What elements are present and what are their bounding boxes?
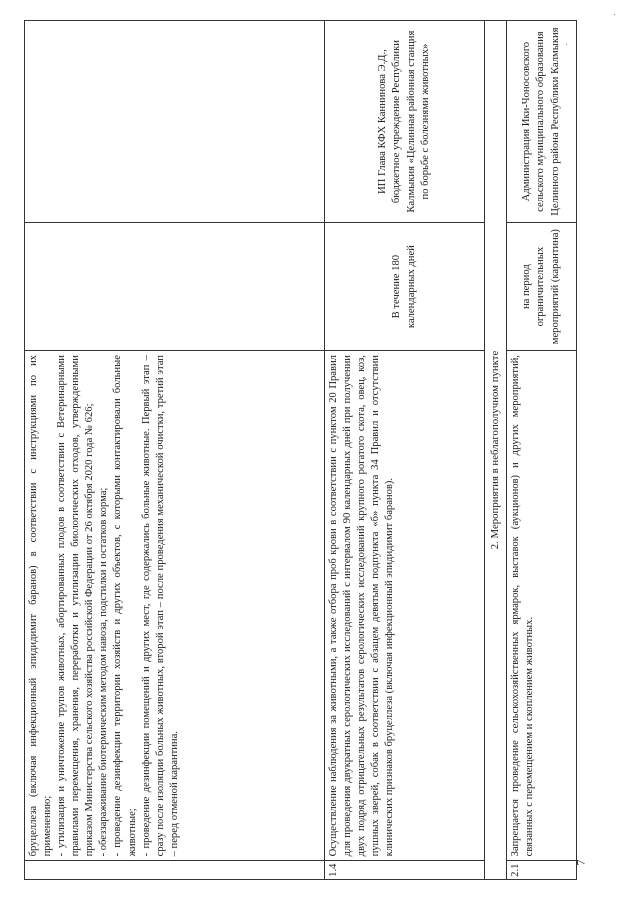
responsible-cell: Администрация Ики-Чоносовского сельского муниципального образования Целинного района Республики Калмыкия bbox=[507, 21, 577, 223]
scan-dot bbox=[614, 14, 615, 15]
page-number: 7 bbox=[573, 859, 588, 866]
row-number: 1.4 bbox=[325, 861, 485, 880]
section-header-row bbox=[485, 21, 507, 880]
measure-text: Осуществление наблюдения за животными, а также отбора проб крови в соответствии с пунктом 20 Правил для проведения двукратных серологических исследований с интервалом 90 календарных дней при получении двух подряд отрицательных результатов серологических исследований крупного рогатого скота, овец, коз, пушных зверей, собак в соответствии с абзацем девятым подпункта «б» пункта 34 Правил и отсутствии клинических признаков бруцеллеза (включая инфекционный эпидидимит баранов). bbox=[325, 351, 485, 861]
responsible-cell bbox=[25, 21, 325, 223]
row-number bbox=[25, 861, 325, 880]
term-cell: на период ограничительных мероприятий (карантина) bbox=[507, 223, 577, 351]
responsible-cell: ИП Глава КФХ Каннинова Э.Д., бюджетное учреждение Республики Калмыкия «Целинная районная станция по борьбе с болезнями животных» bbox=[325, 21, 485, 223]
rotated-table-frame bbox=[24, 20, 584, 880]
term-cell: В течение 180 календарных дней bbox=[325, 223, 485, 351]
measure-text: Запрещается проведение сельскохозяйственных ярмарок, выставок (аукционов) и других мероприятий, связанных с перемещением и скоплением животных. bbox=[507, 351, 577, 861]
table-row bbox=[507, 21, 577, 880]
row-number: 2.1 bbox=[507, 861, 577, 880]
table-row bbox=[325, 21, 485, 880]
measure-text: бруцеллеза (включая инфекционный эпидидимит баранов) в соответствии с инструкциями по их применению; - утилизация и уничтожение трупов животных, абортированных плодов в соответствии с Ветеринарными правилами перемещения, хранения, переработки и утилизации биологических отходов, утвержденными приказом Министерства сельского хозяйства российской Федерации от 26 октября 2020 года № 626; - обеззараживание биотермическим методом навоза, подстилки и остатков корма; - проведение дезинфекции территории хозяйств и других объектов, с которыми контактировали больные животные; - проведение дезинфекции помещений и других мест, где содержались больные животные. Первый этап – сразу после изоляции больных животных, второй этап – после проведения механической очистки, третий этап – перед отменой карантина. bbox=[25, 351, 325, 861]
table-row bbox=[25, 21, 325, 880]
term-cell bbox=[25, 223, 325, 351]
measures-table bbox=[24, 20, 577, 880]
section-title: 2. Мероприятия в неблагополучном пункте bbox=[485, 21, 507, 880]
